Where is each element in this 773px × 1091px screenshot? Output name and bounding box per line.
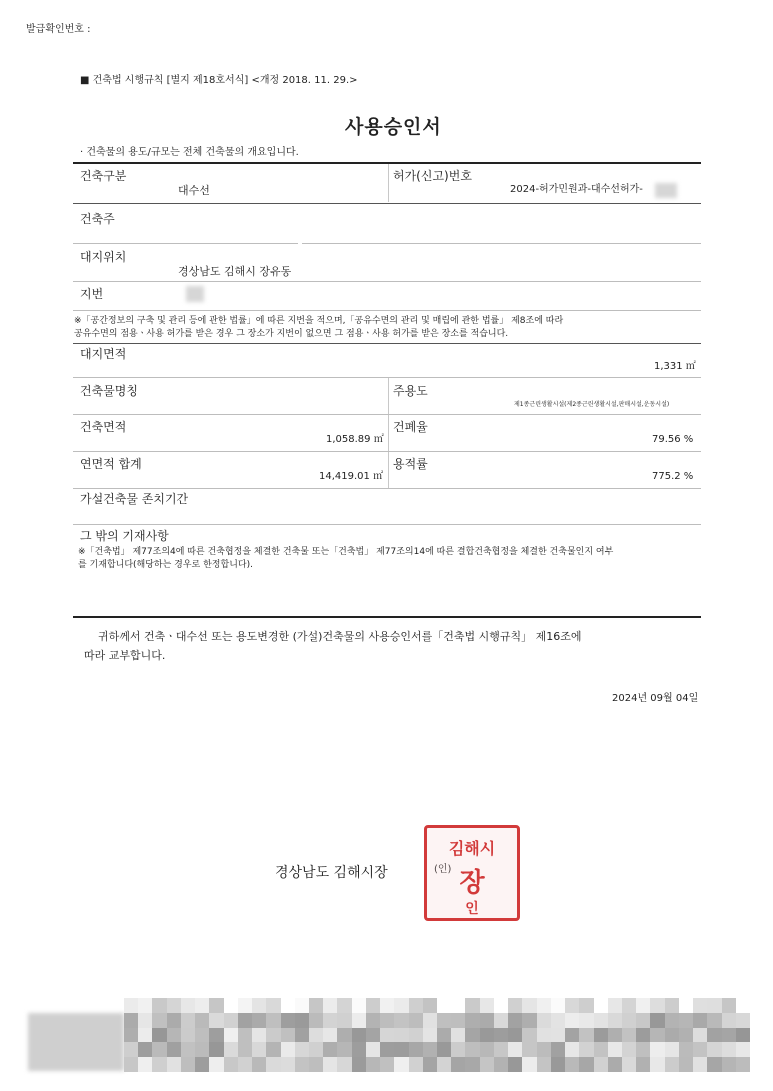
- mosaic-cell: [522, 998, 536, 1013]
- mosaic-cell: [380, 1042, 394, 1057]
- mosaic-cell: [124, 1013, 138, 1028]
- mosaic-cell: [138, 1057, 152, 1072]
- mosaic-cell: [707, 1042, 721, 1057]
- mosaic-cell: [352, 1028, 366, 1043]
- mosaic-cell: [337, 998, 351, 1013]
- mosaic-cell: [337, 1042, 351, 1057]
- issue-confirmation-label: 발급확인번호 :: [26, 24, 91, 35]
- mosaic-cell: [309, 1013, 323, 1028]
- mosaic-cell: [252, 1057, 266, 1072]
- mosaic-cell: [537, 1013, 551, 1028]
- mosaic-cell: [124, 1028, 138, 1043]
- mosaic-cell: [465, 1028, 479, 1043]
- mosaic-cell: [152, 1057, 166, 1072]
- mosaic-cell: [423, 998, 437, 1013]
- mosaic-cell: [594, 1013, 608, 1028]
- mosaic-cell: [152, 998, 166, 1013]
- mosaic-cell: [152, 1028, 166, 1043]
- mosaic-cell: [437, 1028, 451, 1043]
- mosaic-cell: [522, 1028, 536, 1043]
- mosaic-cell: [665, 1028, 679, 1043]
- mosaic-cell: [508, 998, 522, 1013]
- mosaic-cell: [508, 1028, 522, 1043]
- mosaic-cell: [409, 1028, 423, 1043]
- mosaic-cell: [309, 998, 323, 1013]
- mosaic-cell: [394, 1057, 408, 1072]
- mosaic-cell: [181, 1057, 195, 1072]
- mosaic-cell: [480, 1028, 494, 1043]
- mosaic-cell: [722, 1057, 736, 1072]
- mosaic-cell: [352, 1042, 366, 1057]
- mosaic-cell: [238, 1013, 252, 1028]
- mosaic-cell: [238, 998, 252, 1013]
- mosaic-cell: [209, 1042, 223, 1057]
- mosaic-cell: [124, 1042, 138, 1057]
- total-floor-area-value: 14,419.01 ㎡: [319, 471, 384, 482]
- row-divider: [73, 343, 701, 344]
- mosaic-cell: [679, 1057, 693, 1072]
- mosaic-cell: [522, 1013, 536, 1028]
- mosaic-cell: [636, 1057, 650, 1072]
- mosaic-cell: [138, 1028, 152, 1043]
- mosaic-cell: [437, 998, 451, 1013]
- mosaic-cell: [494, 1013, 508, 1028]
- mosaic-cell: [252, 1013, 266, 1028]
- building-name-label: 건축물명칭: [80, 384, 138, 398]
- seal-text-chief: 장: [459, 868, 485, 898]
- mosaic-cell: [167, 1042, 181, 1057]
- permit-number-label: 허가(신고)번호: [393, 169, 472, 183]
- mosaic-cell: [665, 998, 679, 1013]
- mosaic-cell: [209, 998, 223, 1013]
- mosaic-cell: [522, 1042, 536, 1057]
- row-divider: [73, 310, 701, 311]
- mosaic-cell: [167, 1028, 181, 1043]
- mosaic-cell: [551, 1028, 565, 1043]
- column-divider: [388, 164, 389, 202]
- mosaic-cell: [181, 1042, 195, 1057]
- official-seal: [424, 825, 520, 921]
- column-divider: [388, 378, 389, 488]
- mosaic-cell: [195, 1028, 209, 1043]
- mosaic-cell: [167, 1013, 181, 1028]
- floor-area-ratio-value: 775.2 %: [652, 471, 694, 482]
- mosaic-cell: [337, 1057, 351, 1072]
- mosaic-cell: [209, 1057, 223, 1072]
- mosaic-cell: [181, 1028, 195, 1043]
- building-type-label: 건축구분: [80, 169, 127, 183]
- row-divider: [73, 488, 701, 489]
- mosaic-cell: [437, 1057, 451, 1072]
- mosaic-cell: [508, 1057, 522, 1072]
- mosaic-cell: [167, 1057, 181, 1072]
- building-area-value: 1,058.89 ㎡: [326, 434, 384, 445]
- site-location-value: 경상남도 김해시 장유동: [178, 265, 292, 278]
- mosaic-cell: [366, 1057, 380, 1072]
- mosaic-cell: [252, 1028, 266, 1043]
- mosaic-cell: [366, 1042, 380, 1057]
- mosaic-cell: [266, 1028, 280, 1043]
- mosaic-cell: [252, 1042, 266, 1057]
- mosaic-cell: [337, 1013, 351, 1028]
- mosaic-cell: [181, 998, 195, 1013]
- mosaic-cell: [323, 1028, 337, 1043]
- floor-area-ratio-label: 용적률: [393, 457, 428, 471]
- row-divider: [73, 451, 701, 452]
- mosaic-cell: [622, 1013, 636, 1028]
- mosaic-cell: [650, 998, 664, 1013]
- mosaic-cell: [736, 1013, 750, 1028]
- mosaic-cell: [736, 1057, 750, 1072]
- mosaic-cell: [736, 1028, 750, 1043]
- mosaic-cell: [465, 998, 479, 1013]
- owner-divider-right: [302, 243, 701, 244]
- mosaic-cell: [465, 1013, 479, 1028]
- mosaic-cell: [594, 998, 608, 1013]
- seal-row-top: [427, 836, 517, 859]
- mosaic-cell: [451, 1042, 465, 1057]
- mosaic-cell: [622, 1057, 636, 1072]
- lot-note-line1: ※「공간정보의 구축 및 관리 등에 관한 법률」에 따른 지번을 적으며,「공유수면의 관리 및 매립에 관한 법률」 제8조에 따라: [74, 316, 564, 326]
- mosaic-cell: [124, 1057, 138, 1072]
- mosaic-cell: [451, 1057, 465, 1072]
- site-area-label: 대지면적: [80, 347, 127, 361]
- mosaic-cell: [366, 998, 380, 1013]
- mosaic-cell: [665, 1057, 679, 1072]
- mosaic-cell: [451, 998, 465, 1013]
- coverage-label: 건폐율: [393, 420, 428, 434]
- mosaic-cell: [238, 1042, 252, 1057]
- mosaic-cell: [281, 1013, 295, 1028]
- mosaic-cell: [224, 998, 238, 1013]
- lot-note-line2: 공유수면의 점용ㆍ사용 허가를 받은 경우 그 장소가 지번이 없으면 그 점용ㆍ사용 허가를 받은 장소를 적습니다.: [74, 329, 509, 339]
- mosaic-cell: [594, 1057, 608, 1072]
- mosaic-cell: [480, 1042, 494, 1057]
- owner-divider-left: [73, 243, 298, 244]
- mosaic-cell: [337, 1028, 351, 1043]
- mosaic-cell: [380, 1013, 394, 1028]
- mosaic-cell: [665, 1013, 679, 1028]
- mosaic-cell: [295, 1028, 309, 1043]
- temp-building-period-label: 가설건축물 존치기간: [80, 492, 189, 506]
- mosaic-cell: [423, 1042, 437, 1057]
- mosaic-cell: [451, 1013, 465, 1028]
- other-note-line2: 를 기재합니다(해당하는 경우로 한정합니다).: [78, 560, 253, 570]
- mosaic-cell: [152, 1013, 166, 1028]
- mosaic-cell: [195, 998, 209, 1013]
- mosaic-cell: [537, 998, 551, 1013]
- intro-note: · 건축물의 용도/규모는 전체 건축물의 개요입니다.: [80, 147, 299, 158]
- mosaic-cell: [622, 998, 636, 1013]
- mosaic-cell: [579, 1042, 593, 1057]
- mosaic-cell: [238, 1028, 252, 1043]
- building-type-value: 대수선: [178, 184, 210, 197]
- issuer-name: 경상남도 김해시장: [275, 865, 388, 881]
- mosaic-cell: [380, 1057, 394, 1072]
- mosaic-cell: [209, 1013, 223, 1028]
- form-reference: ■ 건축법 시행규칙 [별지 제18호서식] <개정 2018. 11. 29.>: [80, 75, 358, 86]
- mosaic-cell: [295, 998, 309, 1013]
- footer-watermark-blur: [28, 1013, 124, 1071]
- mosaic-cell: [409, 1057, 423, 1072]
- mosaic-cell: [707, 1057, 721, 1072]
- seal-text-stamp: 인: [465, 901, 479, 917]
- row-divider: [73, 524, 701, 525]
- mosaic-cell: [650, 1057, 664, 1072]
- mosaic-cell: [736, 1042, 750, 1057]
- mosaic-cell: [409, 998, 423, 1013]
- mosaic-cell: [693, 1028, 707, 1043]
- table-top-rule: [73, 162, 701, 164]
- mosaic-cell: [594, 1042, 608, 1057]
- mosaic-cell: [622, 1028, 636, 1043]
- mosaic-cell: [622, 1042, 636, 1057]
- mosaic-cell: [380, 1028, 394, 1043]
- mosaic-cell: [494, 1042, 508, 1057]
- mosaic-cell: [209, 1028, 223, 1043]
- mosaic-cell: [195, 1042, 209, 1057]
- other-note-line1: ※「건축법」 제77조의4에 따른 건축협정을 체결한 건축물 또는「건축법」 제77조의14에 따른 결합건축협정을 체결한 건축물인지 여부: [78, 547, 614, 557]
- mosaic-cell: [394, 1042, 408, 1057]
- mosaic-cell: [608, 1028, 622, 1043]
- mosaic-cell: [394, 1028, 408, 1043]
- mosaic-cell: [138, 998, 152, 1013]
- mosaic-cell: [594, 1028, 608, 1043]
- seal-text-city: 김해시: [448, 839, 496, 858]
- mosaic-cell: [494, 1028, 508, 1043]
- mosaic-cell: [224, 1057, 238, 1072]
- mosaic-cell: [650, 1042, 664, 1057]
- mosaic-cell: [608, 1042, 622, 1057]
- mosaic-cell: [579, 1013, 593, 1028]
- mosaic-cell: [295, 1057, 309, 1072]
- issue-date: 2024년 09월 04일: [612, 693, 699, 704]
- mosaic-cell: [565, 1028, 579, 1043]
- mosaic-cell: [295, 1013, 309, 1028]
- site-area-value: 1,331 ㎡: [654, 361, 696, 372]
- mosaic-cell: [266, 1057, 280, 1072]
- mosaic-cell: [508, 1013, 522, 1028]
- mosaic-cell: [679, 1028, 693, 1043]
- mosaic-cell: [736, 998, 750, 1013]
- mosaic-cell: [551, 998, 565, 1013]
- mosaic-cell: [636, 998, 650, 1013]
- mosaic-cell: [380, 998, 394, 1013]
- mosaic-cell: [409, 1013, 423, 1028]
- mosaic-cell: [693, 1042, 707, 1057]
- mosaic-cell: [266, 998, 280, 1013]
- mosaic-cell: [636, 1028, 650, 1043]
- mosaic-cell: [323, 1042, 337, 1057]
- page-title: 사용승인서: [345, 116, 442, 138]
- mosaic-cell: [537, 1042, 551, 1057]
- mosaic-cell: [323, 1013, 337, 1028]
- seal-row-bottom: [427, 898, 517, 918]
- total-floor-area-label: 연면적 합계: [80, 457, 142, 471]
- coverage-value: 79.56 %: [652, 434, 694, 445]
- mosaic-cell: [707, 1028, 721, 1043]
- mosaic-cell: [679, 1013, 693, 1028]
- mosaic-cell: [352, 1057, 366, 1072]
- mosaic-cell: [565, 998, 579, 1013]
- mosaic-cell: [195, 1057, 209, 1072]
- mosaic-cell: [650, 1013, 664, 1028]
- issuer-seal-mark: (인): [434, 864, 452, 875]
- lot-number-label: 지번: [80, 287, 104, 301]
- mosaic-cell: [722, 1042, 736, 1057]
- mosaic-cell: [693, 998, 707, 1013]
- mosaic-cell: [323, 998, 337, 1013]
- mosaic-cell: [138, 1013, 152, 1028]
- mosaic-cell: [309, 1042, 323, 1057]
- mosaic-cell: [423, 1057, 437, 1072]
- mosaic-cell: [579, 1057, 593, 1072]
- mosaic-cell: [423, 1028, 437, 1043]
- mosaic-cell: [579, 998, 593, 1013]
- statement-line1: 귀하께서 건축ㆍ대수선 또는 용도변경한 (가설)건축물의 사용승인서를「건축법 시행규칙」 제16조에: [98, 630, 582, 643]
- mosaic-cell: [636, 1013, 650, 1028]
- mosaic-cell: [693, 1057, 707, 1072]
- mosaic-cell: [537, 1057, 551, 1072]
- mosaic-cell: [579, 1028, 593, 1043]
- mosaic-cell: [238, 1057, 252, 1072]
- main-use-label: 주용도: [393, 384, 428, 398]
- redacted-lot-number: [186, 286, 204, 302]
- mosaic-cell: [522, 1057, 536, 1072]
- mosaic-cell: [636, 1042, 650, 1057]
- mosaic-cell: [124, 998, 138, 1013]
- mosaic-cell: [650, 1028, 664, 1043]
- mosaic-cell: [693, 1013, 707, 1028]
- mosaic-cell: [437, 1042, 451, 1057]
- mosaic-cell: [309, 1028, 323, 1043]
- site-location-label: 대지위치: [80, 250, 127, 264]
- mosaic-cell: [423, 1013, 437, 1028]
- mosaic-cell: [480, 1013, 494, 1028]
- mosaic-cell: [152, 1042, 166, 1057]
- redacted-permit-suffix: [655, 183, 677, 198]
- mosaic-cell: [494, 1057, 508, 1072]
- building-area-label: 건축면적: [80, 420, 127, 434]
- mosaic-cell: [394, 1013, 408, 1028]
- footer-pixelated-band: [124, 998, 750, 1072]
- mosaic-cell: [295, 1042, 309, 1057]
- seal-row-middle: [427, 862, 517, 899]
- mosaic-cell: [551, 1013, 565, 1028]
- mosaic-cell: [352, 998, 366, 1013]
- row-divider: [73, 203, 701, 204]
- mosaic-cell: [394, 998, 408, 1013]
- mosaic-cell: [565, 1057, 579, 1072]
- mosaic-cell: [409, 1042, 423, 1057]
- mosaic-cell: [138, 1042, 152, 1057]
- mosaic-cell: [494, 998, 508, 1013]
- owner-label: 건축주: [80, 212, 115, 226]
- mosaic-cell: [551, 1057, 565, 1072]
- row-divider: [73, 414, 701, 415]
- mosaic-cell: [707, 998, 721, 1013]
- permit-number-value: 2024-허가민원과-대수선허가-: [510, 184, 643, 195]
- mosaic-cell: [352, 1013, 366, 1028]
- mosaic-cell: [437, 1013, 451, 1028]
- main-use-value: 제1종근린생활시설(제2종근린생활시설,판매시설,운동시설): [514, 401, 670, 408]
- mosaic-cell: [465, 1042, 479, 1057]
- statement-line2: 따라 교부합니다.: [84, 649, 166, 662]
- mosaic-cell: [181, 1013, 195, 1028]
- row-divider: [73, 281, 701, 282]
- row-divider: [73, 377, 701, 378]
- mosaic-cell: [722, 1028, 736, 1043]
- mosaic-cell: [224, 1042, 238, 1057]
- mosaic-cell: [309, 1057, 323, 1072]
- mosaic-cell: [665, 1042, 679, 1057]
- mosaic-cell: [281, 998, 295, 1013]
- mosaic-cell: [266, 1013, 280, 1028]
- mosaic-cell: [252, 998, 266, 1013]
- mosaic-cell: [679, 1042, 693, 1057]
- mosaic-cell: [508, 1042, 522, 1057]
- mosaic-cell: [224, 1028, 238, 1043]
- mosaic-cell: [608, 998, 622, 1013]
- mosaic-cell: [465, 1057, 479, 1072]
- mosaic-cell: [451, 1028, 465, 1043]
- mosaic-cell: [224, 1013, 238, 1028]
- mosaic-cell: [195, 1013, 209, 1028]
- mosaic-cell: [565, 1013, 579, 1028]
- mosaic-cell: [266, 1042, 280, 1057]
- mosaic-cell: [722, 998, 736, 1013]
- mosaic-cell: [707, 1013, 721, 1028]
- mosaic-cell: [679, 998, 693, 1013]
- other-items-label: 그 밖의 기재사항: [80, 529, 169, 543]
- mosaic-cell: [480, 998, 494, 1013]
- mosaic-cell: [480, 1057, 494, 1072]
- mosaic-cell: [167, 998, 181, 1013]
- mosaic-cell: [366, 1028, 380, 1043]
- mosaic-cell: [281, 1057, 295, 1072]
- mosaic-cell: [323, 1057, 337, 1072]
- mosaic-cell: [722, 1013, 736, 1028]
- mosaic-cell: [366, 1013, 380, 1028]
- mosaic-cell: [608, 1057, 622, 1072]
- table-bottom-rule: [73, 616, 701, 618]
- mosaic-cell: [565, 1042, 579, 1057]
- mosaic-cell: [537, 1028, 551, 1043]
- mosaic-cell: [551, 1042, 565, 1057]
- mosaic-cell: [281, 1028, 295, 1043]
- mosaic-cell: [281, 1042, 295, 1057]
- mosaic-cell: [608, 1013, 622, 1028]
